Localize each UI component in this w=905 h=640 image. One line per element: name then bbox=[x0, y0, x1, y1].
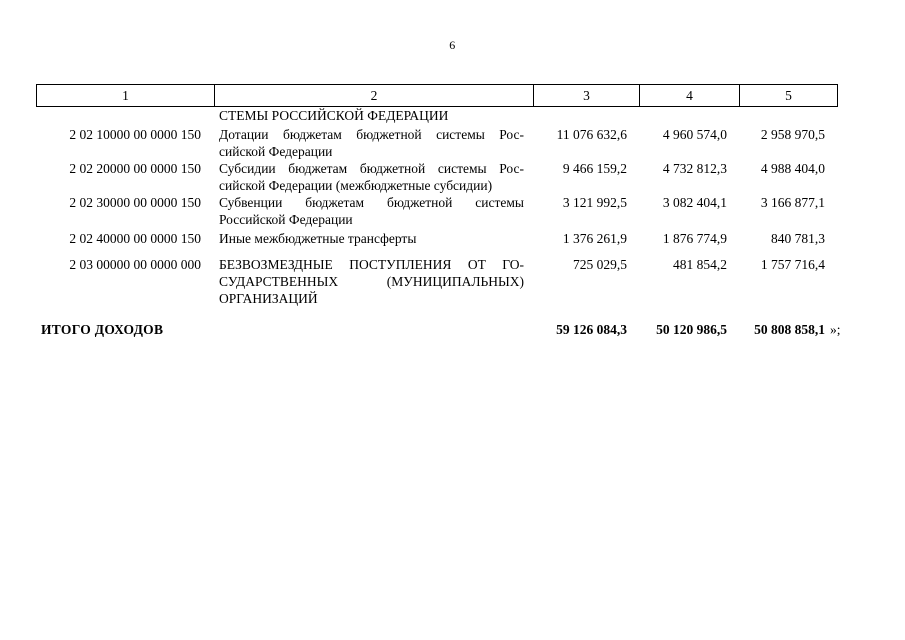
row-value-col5: 3 166 877,1 bbox=[760, 195, 825, 210]
row-code: 2 02 40000 00 0000 150 bbox=[69, 231, 201, 246]
table-row bbox=[36, 256, 876, 307]
row-value-col5: 1 757 716,4 bbox=[760, 257, 825, 272]
total-value-col4: 50 120 986,5 bbox=[656, 322, 727, 337]
total-value-col5: 50 808 858,1 bbox=[754, 322, 825, 337]
row-value-col3: 1 376 261,9 bbox=[562, 231, 627, 246]
row-name: СТЕМЫ РОССИЙСКОЙ ФЕДЕРАЦИИ bbox=[219, 108, 449, 123]
row-value-col4: 1 876 774,9 bbox=[662, 231, 727, 246]
column-header-3: 3 bbox=[534, 85, 640, 106]
row-value-col4: 4 732 812,3 bbox=[662, 161, 727, 176]
table-row bbox=[36, 126, 876, 160]
row-value-col5: 4 988 404,0 bbox=[760, 161, 825, 176]
row-value-col4: 481 854,2 bbox=[673, 257, 727, 272]
table-body bbox=[36, 107, 876, 338]
table-row bbox=[36, 230, 876, 247]
total-value-col3: 59 126 084,3 bbox=[556, 322, 627, 337]
page-number: 6 bbox=[449, 38, 456, 52]
row-code: 2 03 00000 00 0000 000 bbox=[69, 257, 201, 272]
table-header-row bbox=[36, 84, 838, 107]
row-value-col3: 11 076 632,6 bbox=[556, 127, 627, 142]
closing-quote: »; bbox=[830, 322, 841, 337]
continuation-row bbox=[36, 107, 876, 124]
row-value-col4: 4 960 574,0 bbox=[662, 127, 727, 142]
row-name: Субвенции бюджетам бюджетной системы Российской Федерации bbox=[219, 195, 524, 227]
total-label: ИТОГО ДОХОДОВ bbox=[41, 322, 164, 337]
row-value-col3: 725 029,5 bbox=[573, 257, 627, 272]
row-code: 2 02 30000 00 0000 150 bbox=[69, 195, 201, 210]
row-code: 2 02 20000 00 0000 150 bbox=[69, 161, 201, 176]
row-name: Иные межбюджетные трансферты bbox=[219, 231, 417, 246]
row-code: 2 02 10000 00 0000 150 bbox=[69, 127, 201, 142]
total-row bbox=[36, 321, 876, 338]
row-value-col4: 3 082 404,1 bbox=[662, 195, 727, 210]
row-value-col5: 840 781,3 bbox=[771, 231, 825, 246]
row-value-col3: 9 466 159,2 bbox=[562, 161, 627, 176]
table-row bbox=[36, 160, 876, 194]
row-value-col3: 3 121 992,5 bbox=[562, 195, 627, 210]
table-row bbox=[36, 194, 876, 228]
column-header-5: 5 bbox=[785, 88, 792, 103]
column-header-2: 2 bbox=[215, 85, 534, 106]
row-value-col5: 2 958 970,5 bbox=[760, 127, 825, 142]
row-name: БЕЗВОЗМЕЗДНЫЕ ПОСТУПЛЕНИЯ ОТ ГО-СУДАРСТВЕННЫХ (МУНИЦИПАЛЬНЫХ) ОРГАНИЗАЦИЙ bbox=[219, 257, 524, 306]
column-header-1: 1 bbox=[37, 85, 215, 106]
row-name: Субсидии бюджетам бюджетной системы Рос-сийской Федерации (межбюджетные субсидии) bbox=[219, 161, 524, 193]
row-name: Дотации бюджетам бюджетной системы Рос-сийской Федерации bbox=[219, 127, 524, 159]
column-header-4: 4 bbox=[640, 85, 740, 106]
